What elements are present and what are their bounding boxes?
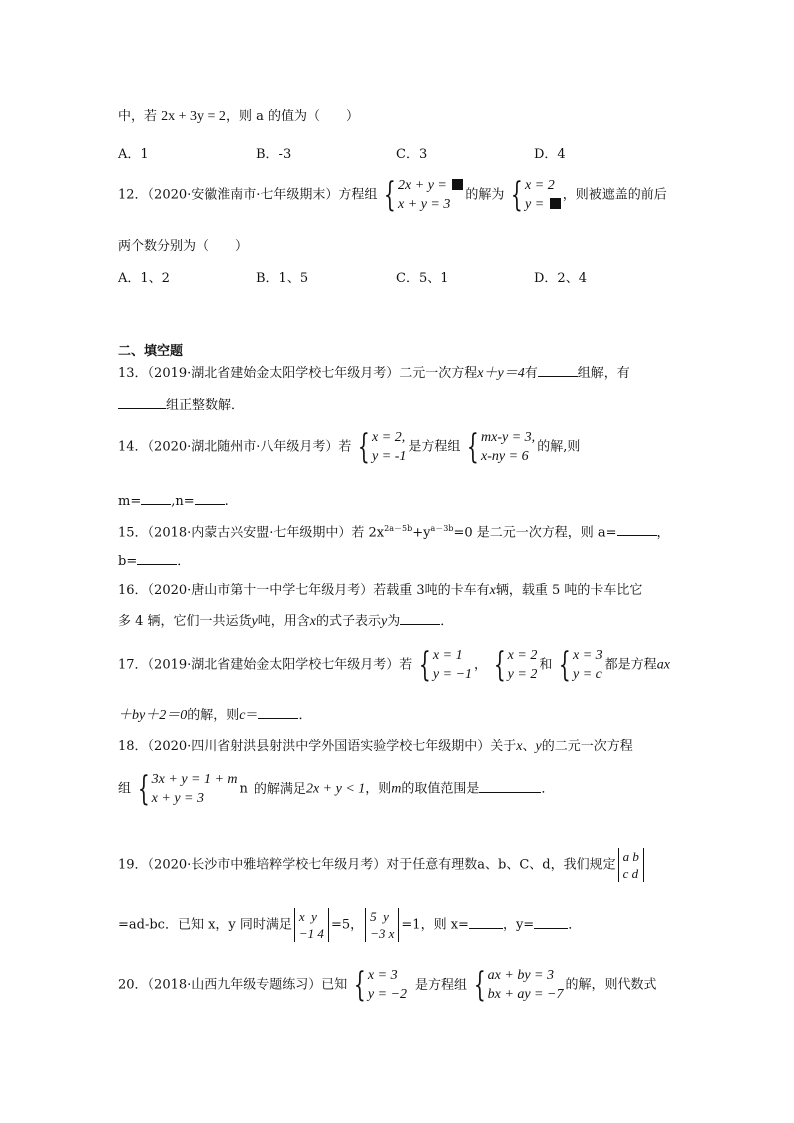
q17-ax: ax xyxy=(656,657,670,673)
answer-blank[interactable] xyxy=(534,916,568,929)
q12-option-b: B．1、5 xyxy=(256,271,309,286)
q15-plus: +y xyxy=(412,525,431,541)
answer-blank[interactable] xyxy=(400,612,440,625)
q17-equation: ＋by＋2＝0 xyxy=(118,708,188,723)
q18-zu: 组 xyxy=(118,781,132,797)
q12-eq2: x + y = 3 xyxy=(398,197,451,212)
answer-blank[interactable] xyxy=(195,492,225,505)
q13-text-d: 组正整数解． xyxy=(166,398,245,413)
q17-sep: ， xyxy=(474,657,488,673)
q19-eq2: =1，则 x= xyxy=(401,917,469,933)
q16-text-e: 的式子表示 xyxy=(316,614,382,629)
q13-text: 13．（2019·湖北省建始金太阳学校七年级月考）二元一次方程 xyxy=(118,366,478,381)
q11-option-b: B．-3 xyxy=(256,147,292,162)
det-row: x y xyxy=(298,909,317,924)
q17-eq: ＝ xyxy=(245,708,259,723)
q18-m: m xyxy=(391,781,402,797)
q15-exp1: 2a－5b xyxy=(384,524,413,533)
q11-option-a: A．1 xyxy=(118,147,149,162)
q20-eq3: ax + by = 3 xyxy=(487,968,554,983)
q15-comma: ， xyxy=(656,525,670,541)
q11-option-d: D．4 xyxy=(534,147,566,162)
q14-system-1: { x = 2, y = -1 xyxy=(358,427,407,467)
covered-square xyxy=(550,198,561,209)
question-15 xyxy=(118,520,670,542)
q12-system-1: { 2x + y = x + y = 3 xyxy=(379,176,463,214)
question-12 xyxy=(118,176,667,214)
q11-stem-tail: ，则 a 的值为（ ） xyxy=(225,109,359,124)
q14-line-2 xyxy=(118,492,229,511)
q14-eq1: x = 2, xyxy=(372,430,406,445)
q13-text-c: 组解，有 xyxy=(577,366,630,381)
q12-prefix: 12．（2020·安徽淮南市·七年级期末）方程组 xyxy=(118,187,378,203)
q17-system-3: { x = 3 y = c xyxy=(559,645,603,685)
q14-eq2: y = -1 xyxy=(372,449,407,464)
question-14 xyxy=(118,428,580,466)
q12-option-c: C．5、1 xyxy=(396,271,449,286)
q12-option-a: A．1、2 xyxy=(118,271,170,286)
q15-prefix: 15．（2018·内蒙古兴安盟·七年级期中）若 2x xyxy=(118,525,385,541)
q12-eq1: 2x + y = xyxy=(398,178,451,193)
q14-system-2: { mx-y = 3, x-ny = 6 xyxy=(467,427,536,467)
q12-option-d: D．2、4 xyxy=(534,271,587,286)
q20-eq1: x = 3 xyxy=(367,968,398,983)
q16-y: y xyxy=(251,614,258,629)
q17-prefix: 17．（2019·湖北省建始金太阳学校七年级月考）若 xyxy=(118,657,413,673)
q14-n: ,n= xyxy=(171,494,195,509)
q16-text-a: 16．（2020·唐山市第十一中学七年级月考）若载重 3吨的卡车有 xyxy=(118,583,490,598)
q17-and: 和 xyxy=(539,657,553,673)
q17-suffix: 都是方程 xyxy=(604,657,657,673)
q12-suffix: ，则被遮盖的前后 xyxy=(562,187,667,203)
q12-mid: 的解为 xyxy=(465,187,505,203)
q17-line-2 xyxy=(118,706,311,725)
q16-text-d: 吨，用含 xyxy=(257,614,310,629)
q17-system-1: { x = 1 y = −1 xyxy=(419,645,473,685)
q11-equation: 2x + 3y = 2 xyxy=(161,109,226,124)
q20-suffix: 的解，则代数式 xyxy=(565,977,657,993)
q19-text: 19．（2020·长沙市中雅培粹学校七年级月考）对于任意有理数a、b、C、d，我们规定 xyxy=(118,857,616,873)
answer-blank[interactable] xyxy=(258,706,298,719)
q12-system-2: { x = 2 y = xyxy=(506,176,560,214)
q17-s3b: y = c xyxy=(573,667,602,682)
q14-mid: 是方程组 xyxy=(408,439,461,455)
q17-s1a: x = 1 xyxy=(432,648,463,663)
question-18 xyxy=(118,738,633,756)
q18-end2: 的取值范围是 xyxy=(401,781,480,797)
q15-exp2: a－3b xyxy=(430,524,454,533)
q13-equation: x＋y＝4 xyxy=(477,366,525,381)
q14-prefix: 14．（2020·湖北随州市·八年级月考）若 xyxy=(118,439,352,455)
q19-line-2 xyxy=(118,908,581,942)
q18-y: y xyxy=(535,739,542,754)
q18-eq2: x + y = 3 xyxy=(151,791,204,806)
q17-s2a: x = 2 xyxy=(507,648,538,663)
q18-line-2 xyxy=(118,770,554,808)
q16-end: ． xyxy=(440,614,454,629)
q14-end: . xyxy=(224,494,229,509)
q18-mid: 的解满足 xyxy=(253,781,306,797)
question-20 xyxy=(118,966,656,1004)
q14-suffix: 的解,则 xyxy=(537,439,581,455)
question-17 xyxy=(118,646,670,684)
q18-dun: 、 xyxy=(522,739,536,754)
q18-n: n xyxy=(239,781,248,797)
q17-end: ． xyxy=(298,708,312,723)
q13-line-2 xyxy=(118,396,244,415)
covered-square xyxy=(452,179,463,190)
det-row: −3 x xyxy=(370,926,395,941)
q17-c: c xyxy=(239,708,246,723)
q18-text: 18．（2020·四川省射洪县射洪中学外国语实验学校七年级期中）关于 xyxy=(118,739,517,754)
q20-prefix: 20．（2018·山西九年级专题练习）已知 xyxy=(118,977,348,993)
q20-eq2: y = −2 xyxy=(367,987,408,1002)
q12-sol1: x = 2 xyxy=(525,178,555,193)
q14-eq3: mx-y = 3, xyxy=(481,430,536,445)
q17-text: 的解，则 xyxy=(187,708,240,723)
q19-determinant-def xyxy=(618,848,644,882)
q17-system-2: { x = 2 y = 2 xyxy=(493,645,538,685)
answer-blank[interactable] xyxy=(141,492,171,505)
q18-mid2: ，则 xyxy=(365,781,392,797)
q14-m: m= xyxy=(118,494,142,509)
question-11-stem xyxy=(118,108,359,126)
q16-text-f: 为 xyxy=(387,614,401,629)
q16-y2: y xyxy=(381,614,388,629)
q17-s3a: x = 3 xyxy=(573,648,603,663)
q13-text-b: 有 xyxy=(524,366,538,381)
q19-eq1: =5， xyxy=(330,917,364,933)
q19-y: ，y= xyxy=(502,917,535,933)
q15-end: ． xyxy=(177,554,191,569)
q16-text-c: 多 4 辆，它们一共运货 xyxy=(118,614,252,629)
q20-system-2: { ax + by = 3 bx + ay = −7 xyxy=(473,965,564,1005)
q18-condition: 2x + y < 1 xyxy=(305,781,366,797)
question-16 xyxy=(118,582,642,600)
answer-blank[interactable] xyxy=(617,523,657,536)
q16-x: x xyxy=(489,583,496,598)
q20-system-1: { x = 3 y = −2 xyxy=(354,965,408,1005)
question-19 xyxy=(118,848,646,882)
q16-line-2 xyxy=(118,612,453,631)
q18-system: { 3x + y = 1 + m x + y = 3 xyxy=(137,769,238,809)
q19-determinant-2 xyxy=(365,908,399,942)
q18-end: ． xyxy=(541,781,555,797)
q12-sol2: y = xyxy=(525,197,548,212)
q15-rest: =0 是二元一次方程，则 a= xyxy=(453,525,617,541)
q19-text-b: =ad-bc．已知 x，y 同时满足 xyxy=(118,917,292,933)
q20-mid: 是方程组 xyxy=(415,977,468,993)
q11-stem-text: 中，若 xyxy=(118,109,162,124)
answer-blank[interactable] xyxy=(479,780,541,793)
q16-x2: x xyxy=(309,614,316,629)
answer-blank[interactable] xyxy=(137,552,177,565)
answer-blank[interactable] xyxy=(469,916,503,929)
q18-eq1: 3x + y = 1 + m xyxy=(151,772,238,787)
det-row: 5 y xyxy=(370,909,389,924)
q18-x: x xyxy=(516,739,523,754)
det-row: a b xyxy=(622,849,639,864)
q16-text-b: 辆，载重 5 吨的卡车比它 xyxy=(495,583,643,598)
answer-blank[interactable] xyxy=(118,396,166,409)
q12-line-2: 两个数分别为（ ） xyxy=(118,239,249,254)
q19-determinant-1 xyxy=(294,908,329,942)
q20-eq4: bx + ay = −7 xyxy=(487,987,564,1002)
q14-eq4: x-ny = 6 xyxy=(481,449,529,464)
q15-line-2 xyxy=(118,552,190,571)
q19-end: ． xyxy=(568,917,582,933)
q15-b: b= xyxy=(118,554,138,569)
q11-option-c: C．3 xyxy=(396,147,428,162)
q18-text-b: 的二元一次方程 xyxy=(541,739,633,754)
question-13 xyxy=(118,364,630,383)
answer-blank[interactable] xyxy=(538,364,578,377)
det-row: c d xyxy=(622,866,639,881)
q17-s1b: y = −1 xyxy=(432,667,473,682)
section-title: 二、填空题 xyxy=(118,344,184,359)
det-row: −1 4 xyxy=(298,926,324,941)
q17-s2b: y = 2 xyxy=(507,667,538,682)
